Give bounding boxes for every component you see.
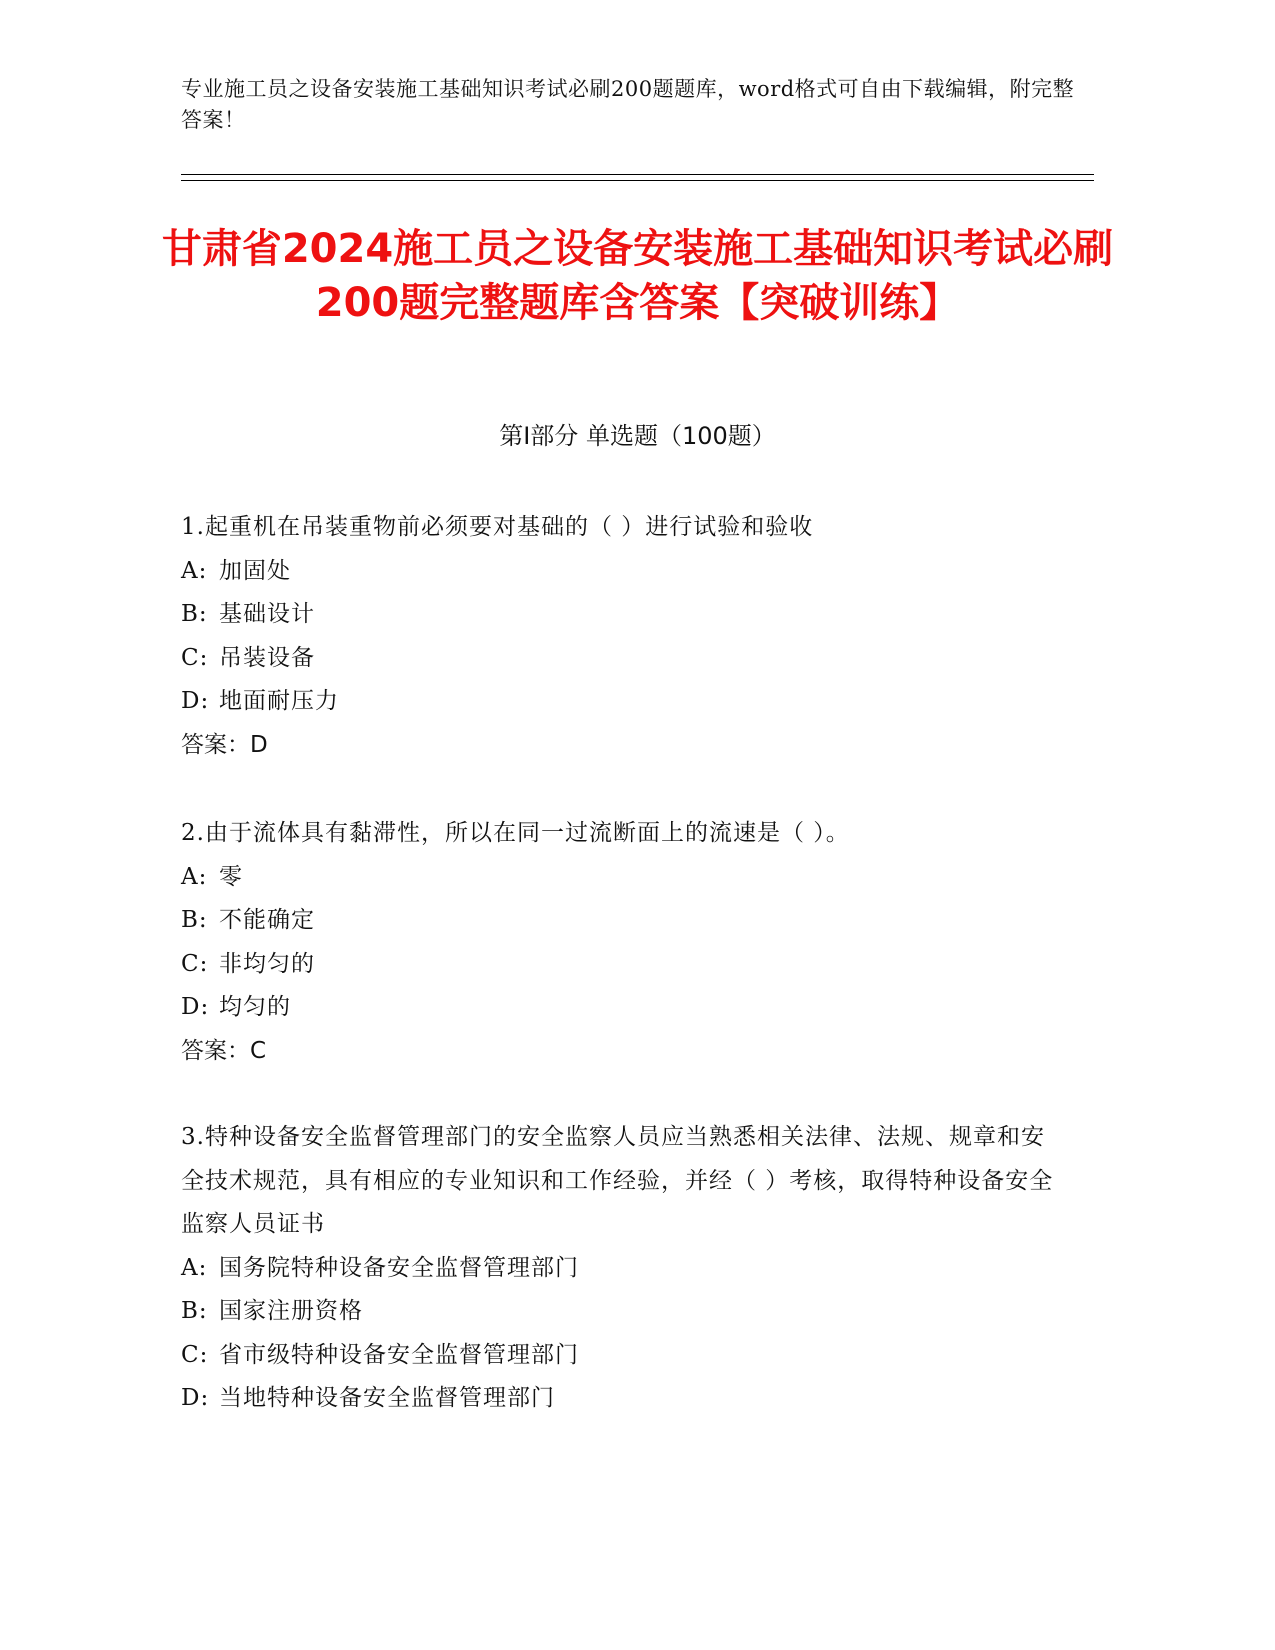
option-a (181, 1247, 1061, 1291)
option-label: A: (181, 557, 208, 584)
option-text: 基础设计 (219, 601, 315, 627)
option-text: 国家注册资格 (219, 1298, 363, 1324)
option-c (181, 1334, 1061, 1378)
option-label: C: (181, 950, 209, 977)
question-stem: 1.起重机在吊装重物前必须要对基础的（ ）进行试验和验收 (181, 514, 814, 540)
option-label: C: (181, 1341, 209, 1368)
option-d (181, 680, 1061, 724)
option-d (181, 986, 1061, 1030)
option-label: A: (181, 1254, 208, 1281)
option-a (181, 550, 1061, 594)
section-heading: 第I部分 单选题（100题） (499, 422, 776, 450)
option-label: B: (181, 601, 208, 627)
option-text: 非均匀的 (219, 950, 315, 977)
option-text: 不能确定 (219, 907, 315, 933)
document-title: 甘肃省2024施工员之设备安装施工基础知识考试必刷200题完整题库含答案【突破训练】 (161, 226, 1114, 326)
question-stem: 3.特种设备安全监督管理部门的安全监察人员应当熟悉相关法律、法规、规章和安全技术规范，具有相应的专业知识和工作经验，并经（ ）考核，取得特种设备安全监察人员证书 (181, 1124, 1054, 1237)
option-b (181, 899, 1061, 943)
option-a (181, 856, 1061, 900)
option-label: A: (181, 863, 208, 890)
question-1 (181, 506, 1061, 767)
header-divider-top (181, 174, 1094, 175)
option-c (181, 943, 1061, 987)
option-label: B: (181, 1298, 208, 1324)
question-stem: 2.由于流体具有黏滞性，所以在同一过流断面上的流速是（ ）。 (181, 820, 850, 846)
option-text: 省市级特种设备安全监督管理部门 (219, 1341, 579, 1368)
option-label: B: (181, 907, 208, 933)
option-b (181, 1290, 1061, 1334)
option-text: 国务院特种设备安全监督管理部门 (219, 1254, 579, 1281)
option-text: 地面耐压力 (219, 688, 339, 714)
option-b (181, 593, 1061, 637)
option-text: 当地特种设备安全监督管理部门 (219, 1385, 555, 1411)
header-divider-bottom (181, 180, 1094, 181)
option-d (181, 1377, 1061, 1421)
header-note: 专业施工员之设备安装施工基础知识考试必刷200题题库，word格式可自由下载编辑，附完整答案！ (181, 77, 1075, 132)
answer-line: 答案：D (181, 731, 268, 758)
question-2 (181, 812, 1061, 1073)
option-label: D: (181, 688, 210, 714)
option-text: 加固处 (219, 557, 291, 584)
answer-line: 答案：C (181, 1037, 267, 1064)
option-label: D: (181, 1385, 210, 1411)
question-3 (181, 1116, 1061, 1421)
option-text: 零 (219, 863, 243, 890)
option-c (181, 637, 1061, 681)
option-text: 均匀的 (219, 994, 291, 1020)
option-label: C: (181, 644, 209, 671)
option-label: D: (181, 994, 210, 1020)
option-text: 吊装设备 (219, 644, 315, 671)
